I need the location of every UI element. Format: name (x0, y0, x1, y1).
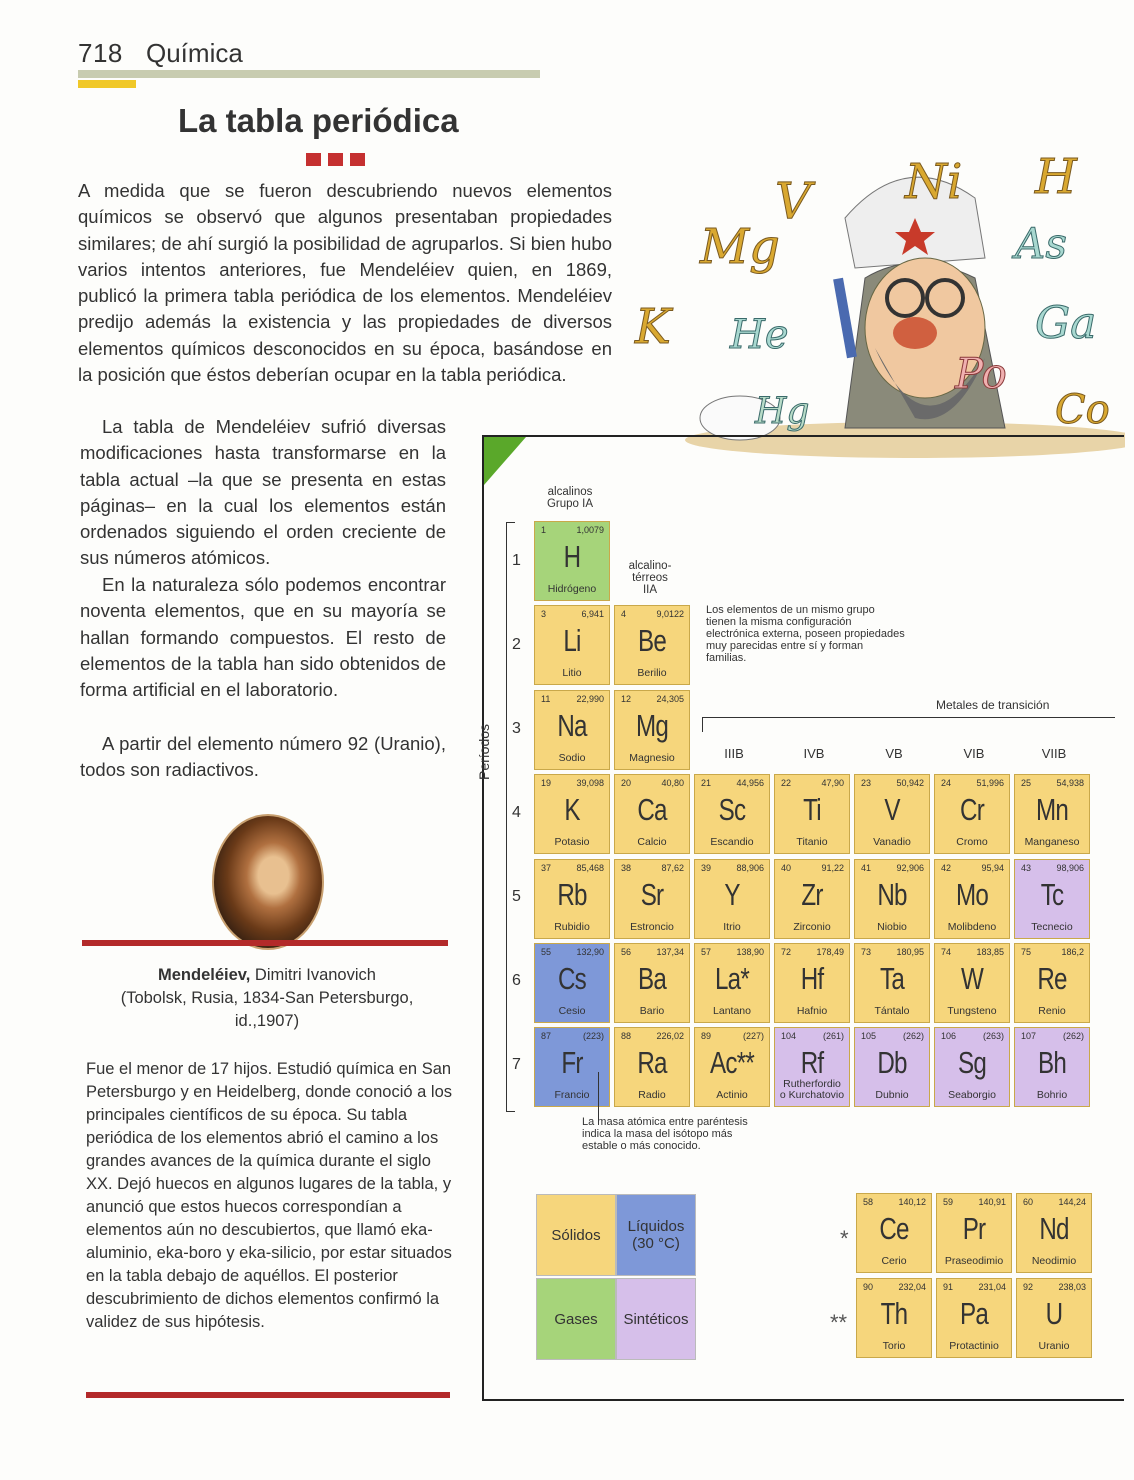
element-symbol: Ta (880, 961, 904, 996)
element-symbol: Cr (960, 792, 984, 827)
atomic-mass: 98,906 (1056, 863, 1084, 873)
atomic-mass: 54,938 (1056, 778, 1084, 788)
letter-as: As (1015, 219, 1067, 268)
element-symbol: W (960, 961, 984, 996)
body-paragraph: A partir del elemento número 92 (Uranio), todos son radiactivos. (80, 733, 446, 781)
atomic-mass: (262) (902, 1031, 924, 1041)
atomic-mass: 1,0079 (576, 525, 604, 535)
element-cell (856, 1278, 932, 1358)
atomic-mass: 9,0122 (656, 609, 684, 619)
element-cell (774, 774, 850, 854)
atomic-mass: 231,04 (978, 1282, 1006, 1292)
element-symbol: Sc (718, 792, 746, 827)
atomic-mass: 39,098 (576, 778, 604, 788)
element-symbol: Y (724, 877, 740, 912)
periods-axis-label: Períodos (476, 723, 492, 780)
element-cell (614, 1027, 690, 1107)
element-name: Bario (639, 1005, 665, 1017)
actinide-marker: ** (830, 1310, 848, 1335)
atomic-number: 59 (943, 1197, 954, 1207)
group-iiib-label: IIIB (724, 746, 744, 761)
element-cell (534, 605, 610, 685)
atomic-number: 3 (541, 609, 547, 619)
atomic-mass: 92,906 (896, 863, 924, 873)
period-number: 6 (512, 972, 521, 989)
atomic-mass: (262) (1062, 1031, 1084, 1041)
element-symbol: Sg (957, 1045, 987, 1080)
red-divider (82, 940, 448, 946)
page-number: 718 (78, 38, 123, 68)
atomic-mass: 178,49 (816, 947, 844, 957)
atomic-number: 40 (781, 863, 792, 873)
atomic-mass: 50,942 (896, 778, 924, 788)
element-symbol: Pa (959, 1296, 989, 1331)
element-cell (854, 774, 930, 854)
element-cell (774, 1027, 850, 1107)
atomic-number: 60 (1023, 1197, 1034, 1207)
atomic-number: 21 (701, 778, 712, 788)
element-name: Molibdeno (947, 921, 997, 933)
atomic-number: 89 (701, 1031, 712, 1041)
mass-note: La masa atómica entre paréntesis indica la masa del isótopo más estable o más conocido. (582, 1116, 748, 1152)
element-name: Protactinio (949, 1340, 999, 1352)
element-cell (1014, 859, 1090, 939)
element-cell (934, 774, 1010, 854)
element-name: Cromo (956, 836, 988, 848)
body-paragraph: En la naturaleza sólo podemos encontrar noventa elementos, que en su mayoría se hallan formando compuestos. El resto de elementos de la tabla han sido obtenidos de forma artificial en el laboratorio. (80, 574, 446, 701)
portrait-caption (88, 964, 446, 1033)
element-symbol: Be (637, 623, 667, 658)
element-name: Itrio (723, 921, 741, 933)
element-symbol: Rf (800, 1045, 824, 1080)
page-title: La tabla periódica (178, 102, 459, 139)
atomic-mass: 24,305 (656, 694, 684, 704)
header-rule (78, 70, 540, 78)
atomic-number: 105 (861, 1031, 877, 1041)
element-name: Potasio (554, 836, 590, 848)
atomic-mass: (227) (742, 1031, 764, 1041)
element-name: Sodio (558, 752, 586, 764)
element-symbol: Ac** (710, 1045, 754, 1080)
section-title: Química (146, 38, 243, 68)
atomic-mass: 186,2 (1061, 947, 1084, 957)
atomic-number: 75 (1021, 947, 1032, 957)
atomic-mass: (223) (582, 1031, 604, 1041)
element-name: Estroncio (630, 921, 674, 933)
element-cell (854, 943, 930, 1023)
element-symbol: Ra (637, 1045, 667, 1080)
atomic-number: 4 (621, 609, 627, 619)
atomic-number: 39 (701, 863, 712, 873)
element-name: Praseodimio (944, 1255, 1004, 1267)
atomic-number: 57 (701, 947, 712, 957)
element-cell (1016, 1278, 1092, 1358)
element-name: Titanio (796, 836, 828, 848)
element-symbol: Zr (801, 877, 823, 912)
atomic-mass: 91,22 (821, 863, 844, 873)
element-name: Vanadio (873, 836, 911, 848)
element-symbol: Nb (877, 877, 907, 912)
atomic-mass: 44,956 (736, 778, 764, 788)
caption-dates: (Tobolsk, Rusia, 1834-San Petersburgo, id.,1907) (120, 989, 414, 1030)
element-symbol: U (1045, 1296, 1063, 1331)
atomic-mass: 140,12 (898, 1197, 926, 1207)
atomic-mass: 87,62 (661, 863, 684, 873)
element-name: Lantano (713, 1005, 751, 1017)
element-name: Actinio (716, 1089, 748, 1101)
element-cell (614, 690, 690, 770)
letter-he: He (730, 312, 789, 358)
atomic-mass: 51,996 (976, 778, 1004, 788)
atomic-number: 74 (941, 947, 952, 957)
element-cell (936, 1278, 1012, 1358)
element-name: Tungsteno (947, 1005, 997, 1017)
atomic-number: 41 (861, 863, 872, 873)
element-name: Hidrógeno (547, 583, 597, 595)
element-symbol: V (884, 792, 900, 827)
atomic-mass: 232,04 (898, 1282, 926, 1292)
body-paragraph: La tabla de Mendeléiev sufrió diversas modificaciones hasta transformarse en la tabla actual –la que se presenta en estas páginas– en la cual los elementos están ordenados siguiendo el orden creciente de sus números atómicos. (80, 416, 446, 569)
element-cell (934, 1027, 1010, 1107)
period-number: 5 (512, 888, 521, 905)
atomic-mass: 6,941 (581, 609, 604, 619)
atomic-mass: 144,24 (1058, 1197, 1086, 1207)
atomic-number: 38 (621, 863, 632, 873)
element-name: Uranio (1038, 1340, 1070, 1352)
element-cell (774, 859, 850, 939)
atomic-mass: 85,468 (576, 863, 604, 873)
letter-mg: Mg (700, 219, 780, 275)
element-name: Magnesio (629, 752, 675, 764)
atomic-number: 22 (781, 778, 792, 788)
atomic-mass: 47,90 (821, 778, 844, 788)
atomic-number: 24 (941, 778, 952, 788)
period-number: 7 (512, 1056, 521, 1073)
group-iia-label: alcalino- térreos IIA (628, 560, 672, 596)
period-number: 3 (512, 720, 521, 737)
element-cell (614, 859, 690, 939)
group-viib-label: VIIB (1041, 746, 1067, 761)
element-name: Dubnio (875, 1089, 909, 1101)
letter-po: Po (955, 349, 1007, 398)
element-name: Hafnio (796, 1005, 828, 1017)
element-name: Rubidio (554, 921, 590, 933)
atomic-number: 88 (621, 1031, 632, 1041)
atomic-number: 90 (863, 1282, 874, 1292)
atomic-number: 73 (861, 947, 872, 957)
atomic-number: 20 (621, 778, 632, 788)
element-cell (694, 943, 770, 1023)
letter-ga: Ga (1035, 298, 1097, 349)
mass-note-pointer (598, 1072, 599, 1120)
red-divider (86, 1392, 450, 1398)
element-symbol: Ti (803, 792, 821, 827)
atomic-mass: 95,94 (981, 863, 1004, 873)
element-name: Zirconio (793, 921, 831, 933)
element-symbol: La* (715, 961, 749, 996)
mendeleiev-portrait (212, 814, 324, 950)
element-cell (1014, 774, 1090, 854)
element-name: Manganeso (1024, 836, 1080, 848)
group-ivb-label: IVB (803, 746, 825, 761)
element-cell (934, 943, 1010, 1023)
element-cell (774, 943, 850, 1023)
element-symbol: Cs (557, 961, 586, 996)
element-cell (694, 774, 770, 854)
atomic-mass: 138,90 (736, 947, 764, 957)
element-name: Calcio (637, 836, 667, 848)
element-cell (694, 1027, 770, 1107)
atomic-number: 91 (943, 1282, 954, 1292)
element-name: Torio (882, 1340, 906, 1352)
period-number: 2 (512, 636, 521, 653)
element-symbol: Mg (635, 708, 669, 743)
atomic-mass: 132,90 (576, 947, 604, 957)
atomic-number: 107 (1021, 1031, 1037, 1041)
groups-note: Los elementos de un mismo grupo tienen la misma configuración electrónica externa, poseen propiedades muy parecidas entre sí y forman familias. (706, 604, 905, 664)
atomic-mass: (261) (822, 1031, 844, 1041)
atomic-number: 11 (541, 694, 551, 704)
caption-name: Mendeléiev, (158, 966, 251, 984)
corner-triangle (484, 437, 526, 485)
legend-gases: Gases (536, 1278, 616, 1360)
letter-v: V (775, 172, 812, 230)
atomic-mass: 88,906 (736, 863, 764, 873)
element-name: Neodimio (1031, 1255, 1077, 1267)
letter-hg: Hg (755, 391, 810, 432)
element-symbol: Ca (637, 792, 667, 827)
letter-h: H (1035, 149, 1077, 205)
atomic-number: 42 (941, 863, 952, 873)
element-cell (854, 859, 930, 939)
element-cell (534, 774, 610, 854)
element-symbol: Na (557, 708, 587, 743)
title-ornament-square (350, 153, 365, 166)
element-symbol: Th (880, 1296, 908, 1331)
letter-k: K (635, 299, 671, 355)
element-cell (854, 1027, 930, 1107)
element-symbol: Nd (1039, 1211, 1069, 1246)
element-cell (1014, 1027, 1090, 1107)
element-symbol: Bh (1037, 1045, 1067, 1080)
transition-metals-label: Metales de transición (936, 698, 1050, 712)
element-name: Tántalo (874, 1005, 910, 1017)
element-symbol: Ce (879, 1211, 909, 1246)
atomic-number: 106 (941, 1031, 957, 1041)
element-name: Litio (562, 667, 582, 679)
element-cell (856, 1193, 932, 1273)
element-name: Cesio (558, 1005, 586, 1017)
lanthanide-marker: * (840, 1226, 849, 1251)
atomic-mass: (263) (982, 1031, 1004, 1041)
element-cell (1016, 1193, 1092, 1273)
atomic-mass: 238,03 (1058, 1282, 1086, 1292)
atomic-mass: 183,85 (976, 947, 1004, 957)
letter-ni: Ni (905, 154, 963, 210)
element-symbol: Mo (955, 877, 989, 912)
element-name: Berilio (637, 667, 667, 679)
group-ia-label: alcalinos Grupo IA (546, 486, 594, 510)
element-symbol: Rb (557, 877, 587, 912)
element-name: Seaborgio (948, 1089, 996, 1101)
element-symbol: Sr (640, 877, 664, 912)
biography-text: Fue el menor de 17 hijos. Estudió química en San Petersburgo y en Heidelberg, donde conoció a los principales científicos de su época. Su tabla periódica de los elementos abrió el camino a los grandes avances de la química durante el siglo XX. Dejó huecos en algunos lugares de la tabla, y anunció que estos huecos correspondían a elementos aún no descubiertos, que llamó eka-aluminio, eka-boro y eka-silicio, por estar situados en la tabla debajo de aquéllos. El posterior descubrimiento de dichos elementos confirmó la validez de sus hipótesis. (86, 1060, 452, 1331)
element-name: Rutherfordio o Kurchatovio (779, 1078, 845, 1101)
atomic-mass: 180,95 (896, 947, 924, 957)
element-name: Francio (554, 1089, 590, 1101)
element-name: Niobio (877, 921, 907, 933)
element-name: Bohrio (1036, 1089, 1068, 1101)
element-cell (934, 859, 1010, 939)
group-vib-label: VIB (963, 746, 985, 761)
element-symbol: Ba (637, 961, 667, 996)
element-cell (614, 943, 690, 1023)
element-symbol: Fr (561, 1045, 583, 1080)
atomic-number: 58 (863, 1197, 874, 1207)
atomic-number: 55 (541, 947, 552, 957)
element-cell (614, 605, 690, 685)
intro-paragraph: A medida que se fueron descubriendo nuevos elementos químicos se observó que algunos presentaban propiedades similares; de ahí surgió la posibilidad de agruparlos. Si bien hubo varios intentos anteriores, fue Mendeléiev quien, en 1869, publicó la primera tabla periódica de los elementos. Mendeléiev predijo además la existencia y las propiedades de diversos elementos químicos desconocidos en su época, basándose en la posición que éstos deberían ocupar en la tabla periódica. (78, 180, 612, 386)
element-name: Radio (638, 1089, 666, 1101)
element-name: Tecnecio (1031, 921, 1073, 933)
atomic-mass: 22,990 (576, 694, 604, 704)
atomic-mass: 226,02 (656, 1031, 684, 1041)
element-symbol: K (564, 792, 580, 827)
atomic-number: 37 (541, 863, 552, 873)
element-symbol: Db (877, 1045, 907, 1080)
atomic-number: 43 (1021, 863, 1032, 873)
atomic-number: 25 (1021, 778, 1032, 788)
element-symbol: Mn (1035, 792, 1069, 827)
element-symbol: Hf (800, 961, 824, 996)
element-cell (534, 943, 610, 1023)
atomic-number: 72 (781, 947, 792, 957)
atomic-number: 23 (861, 778, 872, 788)
atomic-number: 56 (621, 947, 632, 957)
group-vb-label: VB (885, 746, 903, 761)
atomic-mass: 40,80 (661, 778, 684, 788)
atomic-number: 19 (541, 778, 552, 788)
legend-synthetic: Sintéticos (616, 1278, 696, 1360)
element-cell (936, 1193, 1012, 1273)
atomic-number: 104 (781, 1031, 797, 1041)
title-ornament-square (306, 153, 321, 166)
atomic-number: 12 (621, 694, 632, 704)
element-symbol: Re (1037, 961, 1067, 996)
element-symbol: Pr (962, 1211, 986, 1246)
atomic-number: 92 (1023, 1282, 1034, 1292)
atomic-mass: 137,34 (656, 947, 684, 957)
transition-bracket (702, 717, 1115, 732)
element-cell (534, 859, 610, 939)
period-number: 4 (512, 804, 521, 821)
caption-given-names: Dimitri Ivanovich (250, 966, 376, 984)
letter-co: Co (1055, 387, 1110, 433)
element-cell (694, 859, 770, 939)
atomic-number: 87 (541, 1031, 552, 1041)
element-cell (534, 690, 610, 770)
atomic-number: 1 (541, 525, 547, 535)
header-accent (78, 80, 136, 88)
mendeleiev-cartoon-illustration (615, 128, 1125, 458)
element-name: Renio (1038, 1005, 1066, 1017)
element-symbol: Li (563, 623, 581, 658)
element-symbol: Tc (1040, 877, 1064, 912)
legend-liquids: Líquidos (30 °C) (616, 1194, 696, 1276)
element-name: Escandio (710, 836, 754, 848)
element-cell (1014, 943, 1090, 1023)
title-ornament-square (328, 153, 343, 166)
element-name: Cerio (881, 1255, 907, 1267)
element-cell (614, 774, 690, 854)
element-symbol: H (563, 539, 581, 574)
period-number: 1 (512, 552, 521, 569)
legend-solids: Sólidos (536, 1194, 616, 1276)
atomic-mass: 140,91 (978, 1197, 1006, 1207)
element-cell (534, 521, 610, 601)
